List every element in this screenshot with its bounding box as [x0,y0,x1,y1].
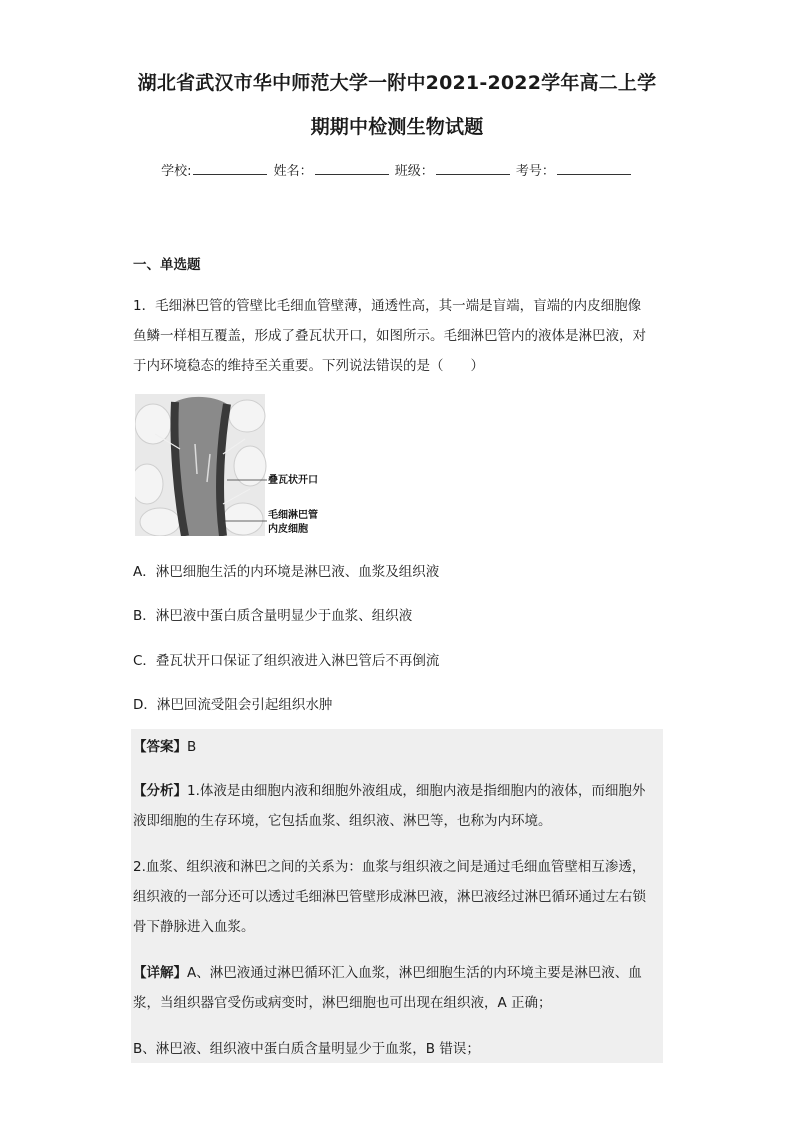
analysis-line: 2.血浆、组织液和淋巴之间的关系为：血浆与组织液之间是通过毛细血管壁相互渗透， [133,859,646,875]
analysis-line: 1.体液是由细胞内液和细胞外液组成，细胞内液是指细胞内的液体，而细胞外 [187,783,646,799]
question-text-line: 1．毛细淋巴管的管壁比毛细血管壁薄，通透性高，其一端是盲端，盲端的内皮细胞像 [133,298,642,314]
option-d[interactable]: D．淋巴回流受阻会引起组织水肿 [133,697,333,713]
option-b[interactable]: B．淋巴液中蛋白质含量明显少于血浆、组织液 [133,608,413,624]
page-title-line1: 湖北省武汉市华中师范大学一附中2021-2022学年高二上学 [137,72,657,94]
detail-paragraph-a [133,958,663,1018]
opening-label: 叠瓦状开口 [268,475,318,486]
question-text-line: 鱼鳞一样相互覆盖，形成了叠瓦状开口，如图所示。毛细淋巴管内的液体是淋巴液，对 [133,328,646,344]
name-label: 姓名： [273,164,313,179]
lymphatic-capillary-figure [135,394,335,536]
detail-line: 浆，当组织器官受伤或病变时，淋巴细胞也可出现在组织液，A 正确； [133,995,552,1011]
answer-tag: 【答案】 [133,739,187,755]
analysis-line: 液即细胞的生存环境，它包括血浆、组织液、淋巴等，也称为内环境。 [133,813,552,829]
analysis-line: 组织液的一部分还可以透过毛细淋巴管壁形成淋巴液，淋巴液经过淋巴循环通过左右锁 [133,889,646,905]
detail-tag: 【详解】 [133,965,187,981]
section-title: 一、单选题 [133,257,201,273]
analysis-line: 骨下静脉进入血浆。 [133,919,255,935]
name-blank[interactable] [315,162,389,175]
question-text [133,291,663,381]
cell-label-line2: 内皮细胞 [268,524,308,535]
detail-line: A、淋巴液通过淋巴循环汇入血浆，淋巴细胞生活的内环境主要是淋巴液、血 [187,965,642,981]
tissue-cell [135,464,163,504]
answer-line [133,732,663,762]
question-text-line: 于内环境稳态的维持至关重要。下列说法错误的是（ ） [133,358,484,374]
school-blank[interactable] [193,162,267,175]
class-blank[interactable] [436,162,510,175]
cell-label-line1: 毛细淋巴管 [268,510,318,521]
analysis-tag: 【分析】 [133,783,187,799]
student-info-fields [0,160,794,179]
option-c[interactable]: C．叠瓦状开口保证了组织液进入淋巴管后不再倒流 [133,653,440,669]
option-a[interactable]: A．淋巴细胞生活的内环境是淋巴液、血浆及组织液 [133,564,440,580]
analysis-paragraph-1 [133,776,663,836]
detail-paragraph-b: B、淋巴液、组织液中蛋白质含量明显少于血浆，B 错误； [133,1041,480,1057]
page-title-line2: 期期中检测生物试题 [310,116,484,138]
exam-number-label: 考号： [515,164,555,179]
class-label: 班级： [394,164,434,179]
tissue-cell [229,400,265,432]
tissue-cell [140,508,180,536]
exam-number-blank[interactable] [557,162,631,175]
analysis-paragraph-2 [133,852,663,942]
school-label: 学校: [161,164,192,179]
answer-value: B [187,739,197,755]
tissue-cell [135,404,171,444]
tissue-cell [223,503,263,535]
